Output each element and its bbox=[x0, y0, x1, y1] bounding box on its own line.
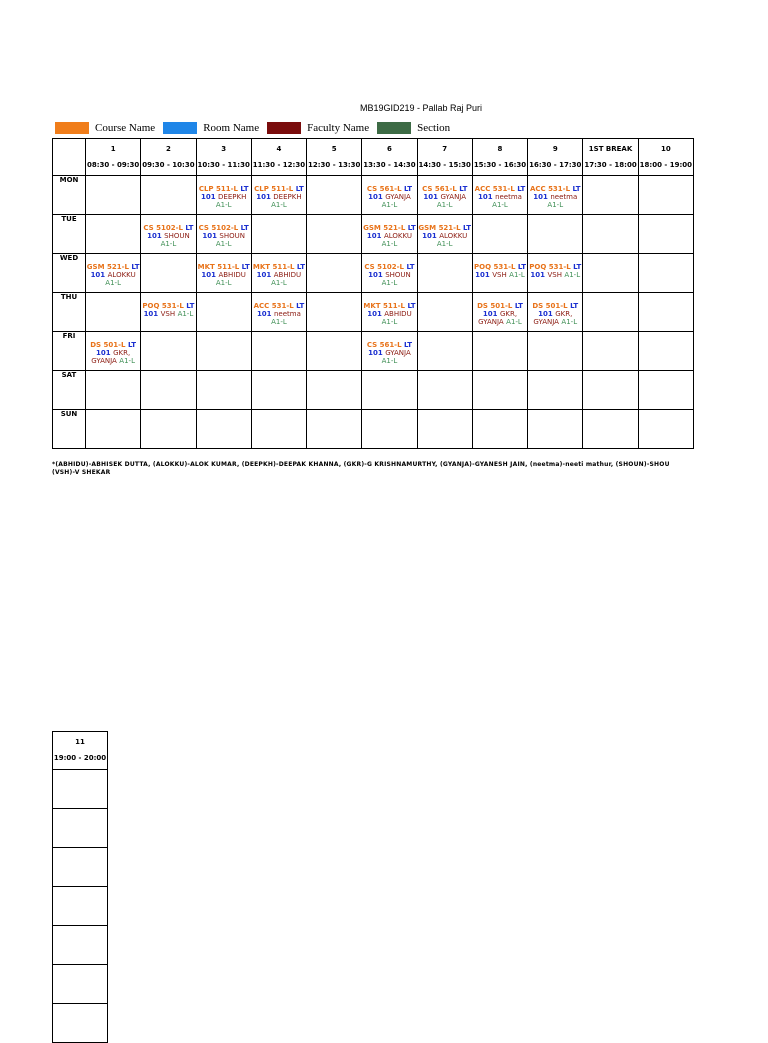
day-label: FRI bbox=[53, 332, 86, 371]
timetable-cell bbox=[53, 926, 108, 965]
period-header bbox=[638, 139, 693, 176]
course-name: CLP 511-L bbox=[198, 185, 238, 193]
day-row bbox=[53, 254, 694, 293]
room-name: LT 101 bbox=[200, 185, 249, 201]
room-name: LT 101 bbox=[96, 341, 137, 357]
faculty-name: ALOKKU bbox=[383, 232, 413, 240]
section-name: A1-L bbox=[215, 240, 232, 248]
timetable-cell bbox=[53, 1004, 108, 1043]
timetable-cell bbox=[141, 332, 196, 371]
class-entry bbox=[197, 176, 251, 209]
period-header bbox=[472, 139, 527, 176]
timetable-cell bbox=[417, 254, 472, 293]
faculty-name: ALOKKU bbox=[439, 232, 468, 240]
legend-label: Section bbox=[417, 121, 451, 134]
course-name: GSM 521-L bbox=[86, 263, 129, 271]
section-name: A1-L bbox=[119, 357, 135, 365]
day-label: TUE bbox=[53, 215, 86, 254]
room-name: LT 101 bbox=[201, 263, 250, 279]
timetable-cell bbox=[196, 371, 251, 410]
period-header bbox=[583, 139, 638, 176]
section-name: A1-L bbox=[177, 310, 194, 318]
course-name: DS 501-L bbox=[90, 341, 126, 349]
day-row bbox=[53, 293, 694, 332]
section-name: A1-L bbox=[561, 318, 578, 326]
room-name: LT 101 bbox=[368, 263, 415, 279]
faculty-name: DEEPKH bbox=[273, 193, 302, 201]
day-row bbox=[53, 371, 694, 410]
class-entry bbox=[418, 176, 472, 209]
timetable-cell bbox=[53, 809, 108, 848]
period-time: 12:30 - 13:30 bbox=[308, 161, 361, 169]
room-name: LT 101 bbox=[366, 224, 416, 240]
class-entry bbox=[362, 215, 416, 248]
class-entry bbox=[252, 254, 306, 287]
period-number: 1 bbox=[110, 145, 116, 153]
period-header bbox=[362, 139, 417, 176]
faculty-name: neetma bbox=[550, 193, 578, 201]
class-entry bbox=[528, 254, 582, 279]
timetable-cell bbox=[86, 215, 141, 254]
period-header bbox=[251, 139, 306, 176]
day-row bbox=[53, 410, 694, 449]
room-name: LT 101 bbox=[422, 224, 472, 240]
timetable-cell bbox=[638, 215, 693, 254]
section-name: A1-L bbox=[436, 240, 453, 248]
timetable-cell bbox=[472, 410, 527, 449]
class-entry bbox=[252, 176, 306, 209]
room-name: LT 101 bbox=[143, 302, 195, 318]
timetable-cell bbox=[196, 254, 251, 293]
faculty-name: VSH bbox=[160, 310, 176, 318]
course-name: DS 501-L bbox=[532, 302, 568, 310]
timetable-cell bbox=[141, 293, 196, 332]
timetable-cell bbox=[307, 332, 362, 371]
timetable-cell bbox=[53, 848, 108, 887]
timetable-cell bbox=[86, 293, 141, 332]
day-label: SUN bbox=[53, 410, 86, 449]
period-header bbox=[196, 139, 251, 176]
faculty-name: DEEPKH bbox=[218, 193, 247, 201]
legend-swatch bbox=[55, 122, 89, 134]
room-name: LT 101 bbox=[147, 224, 194, 240]
faculty-name: VSH bbox=[492, 271, 507, 279]
timetable-cell bbox=[86, 176, 141, 215]
faculty-name: SHOUN bbox=[164, 232, 190, 240]
faculty-name: SHOUN bbox=[385, 271, 411, 279]
timetable-cell bbox=[362, 176, 417, 215]
day-label: THU bbox=[53, 293, 86, 332]
timetable-cell bbox=[251, 176, 306, 215]
timetable-cell bbox=[472, 332, 527, 371]
period-header bbox=[307, 139, 362, 176]
class-entry bbox=[86, 254, 140, 287]
timetable-cell bbox=[141, 215, 196, 254]
timetable-cell bbox=[528, 410, 583, 449]
timetable-cell bbox=[251, 293, 306, 332]
room-name: LT 101 bbox=[367, 302, 416, 318]
room-name: LT 101 bbox=[368, 341, 413, 357]
period-time: 18:00 - 19:00 bbox=[639, 161, 692, 169]
timetable-cell bbox=[307, 410, 362, 449]
room-name: LT 101 bbox=[202, 224, 249, 240]
class-entry bbox=[418, 215, 472, 248]
period-number: 4 bbox=[276, 145, 282, 153]
timetable-cell bbox=[638, 371, 693, 410]
timetable-cell bbox=[583, 215, 638, 254]
legend-swatch bbox=[377, 122, 411, 134]
section-name: A1-L bbox=[271, 201, 287, 209]
timetable-cell bbox=[638, 332, 693, 371]
course-name: CS 5102-L bbox=[364, 263, 404, 271]
day-row bbox=[53, 215, 694, 254]
section-name: A1-L bbox=[506, 318, 522, 326]
timetable-cell bbox=[362, 215, 417, 254]
faculty-name: GKR, GYANJA bbox=[533, 310, 573, 326]
timetable-cell bbox=[196, 293, 251, 332]
section-name: A1-L bbox=[381, 201, 398, 209]
timetable-cell bbox=[362, 293, 417, 332]
period-header bbox=[417, 139, 472, 176]
legend-item bbox=[163, 122, 259, 134]
timetable-cell bbox=[472, 254, 527, 293]
timetable-cell bbox=[196, 410, 251, 449]
timetable-cell bbox=[196, 176, 251, 215]
course-name: ACC 531-L bbox=[253, 302, 294, 310]
course-name: CS 561-L bbox=[366, 341, 402, 349]
timetable-cell bbox=[583, 371, 638, 410]
section-name: A1-L bbox=[564, 271, 581, 279]
class-entry bbox=[86, 332, 140, 365]
class-entry bbox=[528, 176, 582, 209]
timetable-cell bbox=[53, 770, 108, 809]
course-name: GSM 521-L bbox=[418, 224, 461, 232]
period-time: 17:30 - 18:00 bbox=[584, 161, 637, 169]
room-name: LT 101 bbox=[538, 302, 579, 318]
timetable-cell bbox=[472, 371, 527, 410]
section-name: A1-L bbox=[492, 201, 508, 209]
period-number: 6 bbox=[387, 145, 392, 153]
faculty-name: GKR, GYANJA bbox=[478, 310, 518, 326]
timetable-cell bbox=[53, 965, 108, 1004]
timetable-cell bbox=[583, 176, 638, 215]
faculty-name: GKR, GYANJA bbox=[91, 349, 131, 365]
legend-item bbox=[55, 122, 155, 134]
course-name: CS 561-L bbox=[366, 185, 402, 193]
course-name: CS 5102-L bbox=[143, 224, 183, 232]
timetable-cell bbox=[141, 371, 196, 410]
timetable-cell bbox=[251, 410, 306, 449]
section-name: A1-L bbox=[271, 318, 287, 326]
class-entry bbox=[473, 254, 527, 279]
faculty-name: ABHIDU bbox=[384, 310, 412, 318]
timetable-cell bbox=[638, 410, 693, 449]
section-name: A1-L bbox=[436, 201, 453, 209]
period-time: 13:30 - 14:30 bbox=[363, 161, 416, 169]
class-entry bbox=[197, 215, 251, 248]
timetable-cell bbox=[417, 215, 472, 254]
period-header bbox=[528, 139, 583, 176]
timetable bbox=[52, 138, 694, 449]
timetable-cell bbox=[362, 410, 417, 449]
period-number: 10 bbox=[660, 145, 671, 153]
room-name: LT 101 bbox=[256, 302, 305, 318]
timetable-cell bbox=[528, 371, 583, 410]
room-name: LT 101 bbox=[530, 263, 582, 279]
day-label: MON bbox=[53, 176, 86, 215]
faculty-name: ABHIDU bbox=[218, 271, 246, 279]
timetable-cell bbox=[472, 176, 527, 215]
timetable-cell bbox=[53, 887, 108, 926]
day-label: WED bbox=[53, 254, 86, 293]
room-name: LT 101 bbox=[423, 185, 468, 201]
timetable-cell bbox=[528, 332, 583, 371]
timetable-title: MB19GID219 - Pallab Raj Puri bbox=[360, 103, 483, 113]
timetable-cell bbox=[86, 371, 141, 410]
legend-item bbox=[267, 122, 369, 134]
class-entry bbox=[362, 254, 416, 287]
timetable-cell bbox=[417, 293, 472, 332]
period-number: 8 bbox=[497, 145, 503, 153]
period-number: 2 bbox=[165, 145, 171, 153]
room-name: LT 101 bbox=[482, 302, 523, 318]
timetable-cell bbox=[86, 254, 141, 293]
class-entry bbox=[362, 176, 416, 209]
legend-label: Course Name bbox=[95, 121, 156, 134]
room-name: LT 101 bbox=[478, 185, 526, 201]
period-number: 7 bbox=[442, 145, 448, 153]
section-name: A1-L bbox=[160, 240, 177, 248]
timetable-cell bbox=[417, 410, 472, 449]
timetable-cell bbox=[307, 371, 362, 410]
timetable-cell bbox=[307, 176, 362, 215]
course-name: ACC 531-L bbox=[474, 185, 515, 193]
period-time: 11:30 - 12:30 bbox=[252, 161, 306, 169]
room-name: LT 101 bbox=[256, 185, 304, 201]
timetable-cell bbox=[472, 293, 527, 332]
section-name: A1-L bbox=[215, 201, 232, 209]
course-name: CLP 511-L bbox=[254, 185, 294, 193]
course-name: POQ 531-L bbox=[142, 302, 184, 310]
legend-item bbox=[377, 122, 450, 134]
period-time: 15:30 - 16:30 bbox=[473, 161, 527, 169]
period-number: 3 bbox=[221, 145, 227, 153]
period-time: 19:00 - 20:00 bbox=[53, 754, 107, 762]
section-name: A1-L bbox=[381, 357, 398, 365]
class-entry bbox=[362, 332, 416, 365]
period-time: 09:30 - 10:30 bbox=[142, 161, 195, 169]
timetable-cell bbox=[362, 332, 417, 371]
faculty-name: GYANJA bbox=[385, 193, 411, 201]
legend-swatch bbox=[267, 122, 301, 134]
timetable-cell bbox=[362, 371, 417, 410]
legend-label: Room Name bbox=[203, 121, 260, 134]
faculty-name: ALOKKU bbox=[107, 271, 136, 279]
section-name: A1-L bbox=[381, 240, 398, 248]
day-row bbox=[53, 332, 694, 371]
class-entry bbox=[252, 293, 306, 326]
timetable-cell bbox=[528, 215, 583, 254]
timetable-cell bbox=[362, 254, 417, 293]
class-entry bbox=[197, 254, 251, 287]
timetable-cell bbox=[141, 176, 196, 215]
faculty-name: GYANJA bbox=[440, 193, 467, 201]
timetable-cell bbox=[141, 254, 196, 293]
period-number: 9 bbox=[552, 145, 558, 153]
timetable-cell bbox=[472, 215, 527, 254]
timetable-cell bbox=[196, 215, 251, 254]
timetable-cell bbox=[251, 332, 306, 371]
timetable-cell bbox=[86, 332, 141, 371]
faculty-name: ABHIDU bbox=[273, 271, 302, 279]
room-name: LT 101 bbox=[256, 263, 305, 279]
period-time: 08:30 - 09:30 bbox=[86, 161, 140, 169]
timetable-cell bbox=[638, 176, 693, 215]
course-name: GSM 521-L bbox=[363, 224, 406, 232]
faculty-name: VSH bbox=[547, 271, 562, 279]
timetable-cell bbox=[307, 254, 362, 293]
course-name: CS 561-L bbox=[422, 185, 457, 193]
class-entry bbox=[141, 293, 195, 318]
period-header bbox=[86, 139, 141, 176]
timetable-cell bbox=[251, 254, 306, 293]
section-name: A1-L bbox=[547, 201, 564, 209]
timetable-cell bbox=[638, 293, 693, 332]
timetable-cell bbox=[196, 332, 251, 371]
legend-swatch bbox=[163, 122, 197, 134]
timetable-cell bbox=[528, 293, 583, 332]
class-entry bbox=[141, 215, 195, 248]
faculty-name: GYANJA bbox=[385, 349, 411, 357]
course-name: CS 5102-L bbox=[198, 224, 239, 232]
timetable-cell bbox=[583, 332, 638, 371]
class-entry bbox=[528, 293, 582, 326]
course-name: MKT 511-L bbox=[197, 263, 240, 271]
course-name: DS 501-L bbox=[477, 302, 513, 310]
timetable-cell bbox=[638, 254, 693, 293]
legend-label: Faculty Name bbox=[307, 121, 370, 134]
section-name: A1-L bbox=[381, 279, 398, 287]
timetable-cell bbox=[141, 410, 196, 449]
timetable-cell bbox=[583, 410, 638, 449]
course-name: MKT 511-L bbox=[252, 263, 295, 271]
period-number: 1ST BREAK bbox=[588, 145, 633, 153]
class-entry bbox=[473, 176, 527, 209]
timetable-cell bbox=[251, 371, 306, 410]
section-name: A1-L bbox=[271, 279, 287, 287]
section-name: A1-L bbox=[215, 279, 232, 287]
room-name: LT 101 bbox=[90, 263, 140, 279]
period-header-11 bbox=[53, 732, 108, 770]
timetable-cell bbox=[86, 410, 141, 449]
timetable-cell bbox=[528, 176, 583, 215]
period-time: 14:30 - 15:30 bbox=[418, 161, 471, 169]
day-row bbox=[53, 176, 694, 215]
period-time: 10:30 - 11:30 bbox=[197, 161, 250, 169]
faculty-footnote: *(ABHIDU)-ABHISEK DUTTA, (ALOKKU)-ALOK KUMAR, (DEEPKH)-DEEPAK KHANNA, (GKR)-G KRISHNAMURTHY, (GYANJA)-GYANESH JAIN, (neetma)-neeti mathur, (SHOUN)-SHOU (VSH)-V SHEKAR bbox=[52, 461, 670, 476]
section-name: A1-L bbox=[381, 318, 398, 326]
faculty-name: SHOUN bbox=[219, 232, 245, 240]
legend bbox=[55, 121, 458, 134]
course-name: ACC 531-L bbox=[529, 185, 571, 193]
room-name: LT 101 bbox=[533, 185, 581, 201]
class-entry bbox=[362, 293, 416, 326]
course-name: POQ 531-L bbox=[474, 263, 516, 271]
course-name: MKT 511-L bbox=[363, 302, 405, 310]
timetable-cell bbox=[583, 293, 638, 332]
section-name: A1-L bbox=[105, 279, 121, 287]
timetable-cell bbox=[251, 215, 306, 254]
class-entry bbox=[473, 293, 527, 326]
course-name: POQ 531-L bbox=[529, 263, 571, 271]
timetable-cell bbox=[417, 371, 472, 410]
faculty-name: neetma bbox=[495, 193, 522, 201]
period-number: 5 bbox=[331, 145, 337, 153]
faculty-name: neetma bbox=[274, 310, 301, 318]
room-name: LT 101 bbox=[368, 185, 413, 201]
period-header bbox=[141, 139, 196, 176]
section-name: A1-L bbox=[509, 271, 525, 279]
room-name: LT 101 bbox=[475, 263, 526, 279]
timetable-cell bbox=[417, 176, 472, 215]
timetable-cell bbox=[307, 293, 362, 332]
timetable-cell bbox=[528, 254, 583, 293]
corner-cell bbox=[53, 139, 86, 176]
timetable-cell bbox=[307, 215, 362, 254]
timetable-cell bbox=[417, 332, 472, 371]
overflow-timetable bbox=[52, 731, 108, 1043]
period-time: 16:30 - 17:30 bbox=[529, 161, 582, 169]
day-label: SAT bbox=[53, 371, 86, 410]
timetable-cell bbox=[583, 254, 638, 293]
period-number: 11 bbox=[75, 738, 85, 746]
